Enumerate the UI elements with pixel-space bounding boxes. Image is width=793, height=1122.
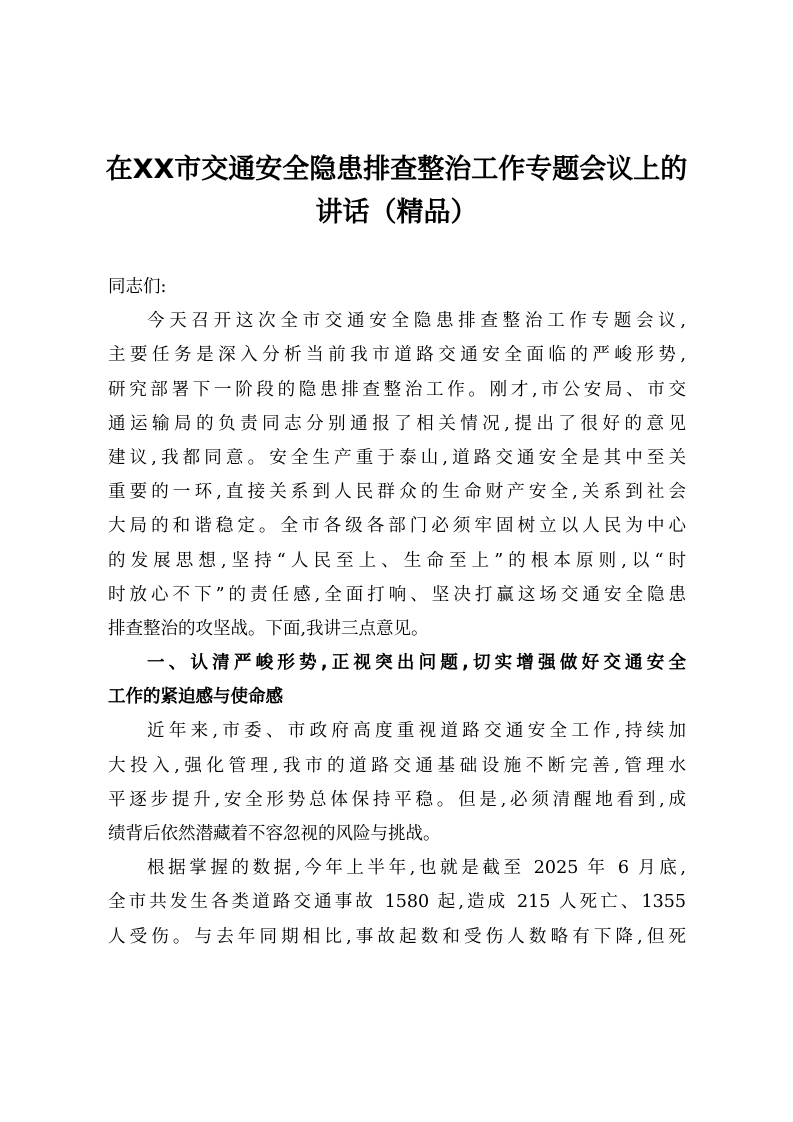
paragraph-opening <box>108 304 686 646</box>
paragraph-line: 平逐步提升,安全形势总体保持平稳。但是,必须清醒地看到,成 <box>108 789 686 810</box>
paragraph-line: 大投入,强化管理,我市的道路交通基础设施不断完善,管理水 <box>108 755 686 776</box>
heading-line: 一、认清严峻形势,正视突出问题,切实增强做好交通安全 <box>147 653 686 674</box>
paragraph-line: 近年来,市委、市政府高度重视道路交通安全工作,持续加 <box>147 721 686 742</box>
paragraph-line: 研究部署下一阶段的隐患排查整治工作。刚才,市公安局、市交 <box>108 379 686 400</box>
paragraph-line: 全市共发生各类道路交通事故 1580 起,造成 215 人死亡、1355 <box>108 892 686 913</box>
paragraph-line: 时放心不下”的责任感,全面打响、坚决打赢这场交通安全隐患 <box>108 584 686 605</box>
paragraph-line: 绩背后依然潜藏着不容忽视的风险与挑战。 <box>108 824 441 844</box>
document-title-line-2: 讲话（精品） <box>315 197 478 228</box>
paragraph-line: 根据掌握的数据,今年上半年,也就是截至 2025 年 6 月底, <box>147 858 686 879</box>
paragraph-situation <box>108 714 686 851</box>
section-heading-1 <box>108 646 686 714</box>
paragraph-line: 主要任务是深入分析当前我市道路交通安全面临的严峻形势, <box>108 345 686 366</box>
heading-line: 工作的紧迫感与使命感 <box>108 687 283 708</box>
paragraph-statistics <box>108 851 686 954</box>
paragraph-line: 的发展思想,坚持“人民至上、生命至上”的根本原则,以“时 <box>108 550 686 571</box>
paragraph-line: 今天召开这次全市交通安全隐患排查整治工作专题会议, <box>147 311 686 332</box>
document-title-line-1: 在XX市交通安全隐患排查整治工作专题会议上的 <box>105 154 688 185</box>
paragraph-line: 通运输局的负责同志分别通报了相关情况,提出了很好的意见 <box>108 413 686 434</box>
paragraph-line: 人受伤。与去年同期相比,事故起数和受伤人数略有下降,但死 <box>108 926 686 947</box>
paragraph-line: 重要的一环,直接关系到人民群众的生命财产安全,关系到社会 <box>108 482 686 503</box>
salutation: 同志们: <box>108 277 167 297</box>
document-body <box>108 270 686 954</box>
paragraph-line: 大局的和谐稳定。全市各级各部门必须牢固树立以人民为中心 <box>108 516 686 537</box>
paragraph-line: 建议,我都同意。安全生产重于泰山,道路交通安全是其中至关 <box>108 447 686 468</box>
paragraph-line: 排查整治的攻坚战。下面,我讲三点意见。 <box>108 618 429 639</box>
